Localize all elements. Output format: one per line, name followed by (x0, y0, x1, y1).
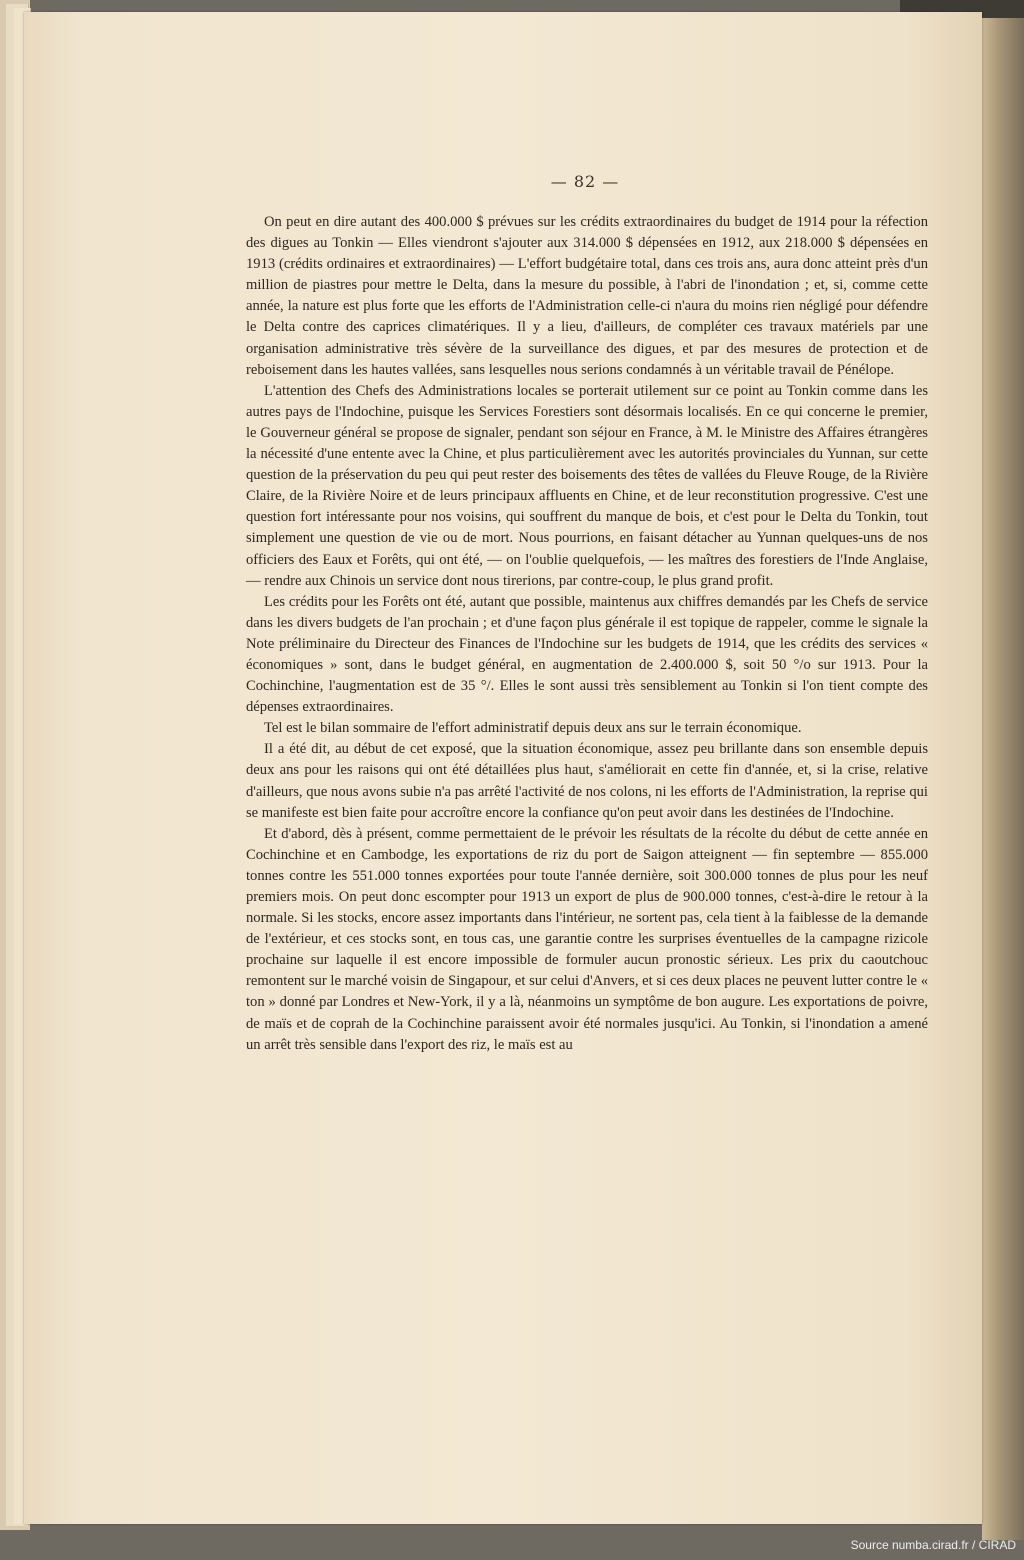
paragraph-1: On peut en dire autant des 400.000 $ prévues sur les crédits extraordinaires du budget de 1914 pour la réfection des digues au Tonkin — Elles viendront s'ajouter aux 314.000 $ dépensées en 1912, aux 218.000 $ dépensées en 1913 (crédits ordinaires et extraordinaires) — L'effort budgétaire total, dans ces trois ans, aura donc atteint près d'un million de piastres pour mettre le Delta, dans la mesure du possible, à l'abri de l'inondation ; et, si, comme cette année, la nature est plus forte que les efforts de l'Administration celle-ci n'aura du moins rien négligé pour défendre le Delta contre des caprices climatériques. Il y a lieu, d'ailleurs, de compléter ces travaux matériels par une organisation administrative très sévère de la surveillance des digues, et par des mesures de protection et de reboisement dans les hautes vallées, sans lesquelles nous serions condamnés à un véritable travail de Pénélope. (246, 214, 928, 378)
paragraph-2: L'attention des Chefs des Administrations locales se porterait utilement sur ce point au Tonkin comme dans les autres pays de l'Indochine, puisque les Services Forestiers sont désormais localisés. En ce qui concerne le premier, le Gouverneur général se propose de signaler, pendant son séjour en France, à M. le Ministre des Affaires étrangères la nécessité d'une entente avec la Chine, et plus particulièrement avec les autorités provinciales du Yunnan, sur cette question de la préservation du peu qui peut rester des boisements des têtes de vallées du Fleuve Rouge, de la Rivière Claire, de la Rivière Noire et de leurs principaux affluents en Chine, et de leur reconstitution progressive. C'est une question fort intéressante pour nos voisins, qui souffrent du manque de bois, et c'est pour le Delta du Tonkin, tout simplement une question de vie ou de mort. Nous pourrions, en faisant détacher au Yunnan quelques-uns de nos officiers des Eaux et Forêts, qui ont été, — on l'oublie quelquefois, — les maîtres des forestiers de l'Inde Anglaise, — rendre aux Chinois un service dont nous tirerions, par contre-coup, le plus grand profit. (246, 382, 928, 589)
source-credit: Source numba.cirad.fr / CIRAD (850, 1538, 1016, 1552)
body-text (246, 212, 928, 1056)
paragraph-6: Et d'abord, dès à présent, comme permettaient de le prévoir les résultats de la récolte du début de cette année en Cochinchine et en Cambodge, les exportations de riz du port de Saigon atteignent — fin septembre — 855.000 tonnes contre les 551.000 tonnes exportées pour toute l'année dernière, soit 300.000 tonnes de plus pour les neuf premiers mois. On peut donc escompter pour 1913 un export de plus de 900.000 tonnes, c'est-à-dire le retour à la normale. Si les stocks, encore assez importants dans l'intérieur, ne sortent pas, cela tient à la faiblesse de la demande de l'extérieur, et ces stocks sont, en tous cas, une garantie contre les surprises éventuelles de la campagne rizicole prochaine sur laquelle il est encore impossible de formuler aucun pronostic sérieux. Les prix du caoutchouc remontent sur le marché voisin de Singapour, et sur celui d'Anvers, et si ces deux places ne peuvent lutter contre le « ton » donné par Londres et New-York, il y a là, néanmoins un symptôme de bon augure. Les exportations de poivre, de maïs et de coprah de la Cochinchine paraissent avoir été normales jusqu'ici. Au Tonkin, si l'inondation a amené un arrêt très sensible dans l'export des riz, le maïs est au (246, 825, 928, 1053)
paragraph-5: Il a été dit, au début de cet exposé, que la situation économique, assez peu brillante dans son ensemble depuis deux ans pour les raisons qui ont été détaillées plus haut, s'améliorait en cette fin d'année, et, si la crise, relative d'ailleurs, que nous avons subie n'a pas arrêté l'activité de nos colons, ni les efforts de l'Administration, la reprise qui se manifeste est bien faite pour accroître encore la confiance qu'on peut avoir dans les destinées de l'Indochine. (246, 741, 928, 821)
page-number: — 82 — (550, 172, 620, 191)
paragraph-4: Tel est le bilan sommaire de l'effort administratif depuis deux ans sur le terrain économique. (264, 720, 802, 737)
paragraph-3: Les crédits pour les Forêts ont été, autant que possible, maintenus aux chiffres demandés par les Chefs de service dans les divers budgets de l'an prochain ; et d'une façon plus générale il est topique de rappeler, comme le signale la Note préliminaire du Directeur des Finances de l'Indochine sur les budgets de 1914, que les crédits des services « économiques » sont, dans le budget général, en augmentation de 2.400.000 $, soit 50 °/o sur 1913. Pour la Cochinchine, l'augmentation est de 35 °/. Elles le sont aussi très sensiblement au Tonkin si l'on tient compte des dépenses extraordinaires. (246, 593, 928, 716)
book-spine (982, 0, 1024, 1540)
